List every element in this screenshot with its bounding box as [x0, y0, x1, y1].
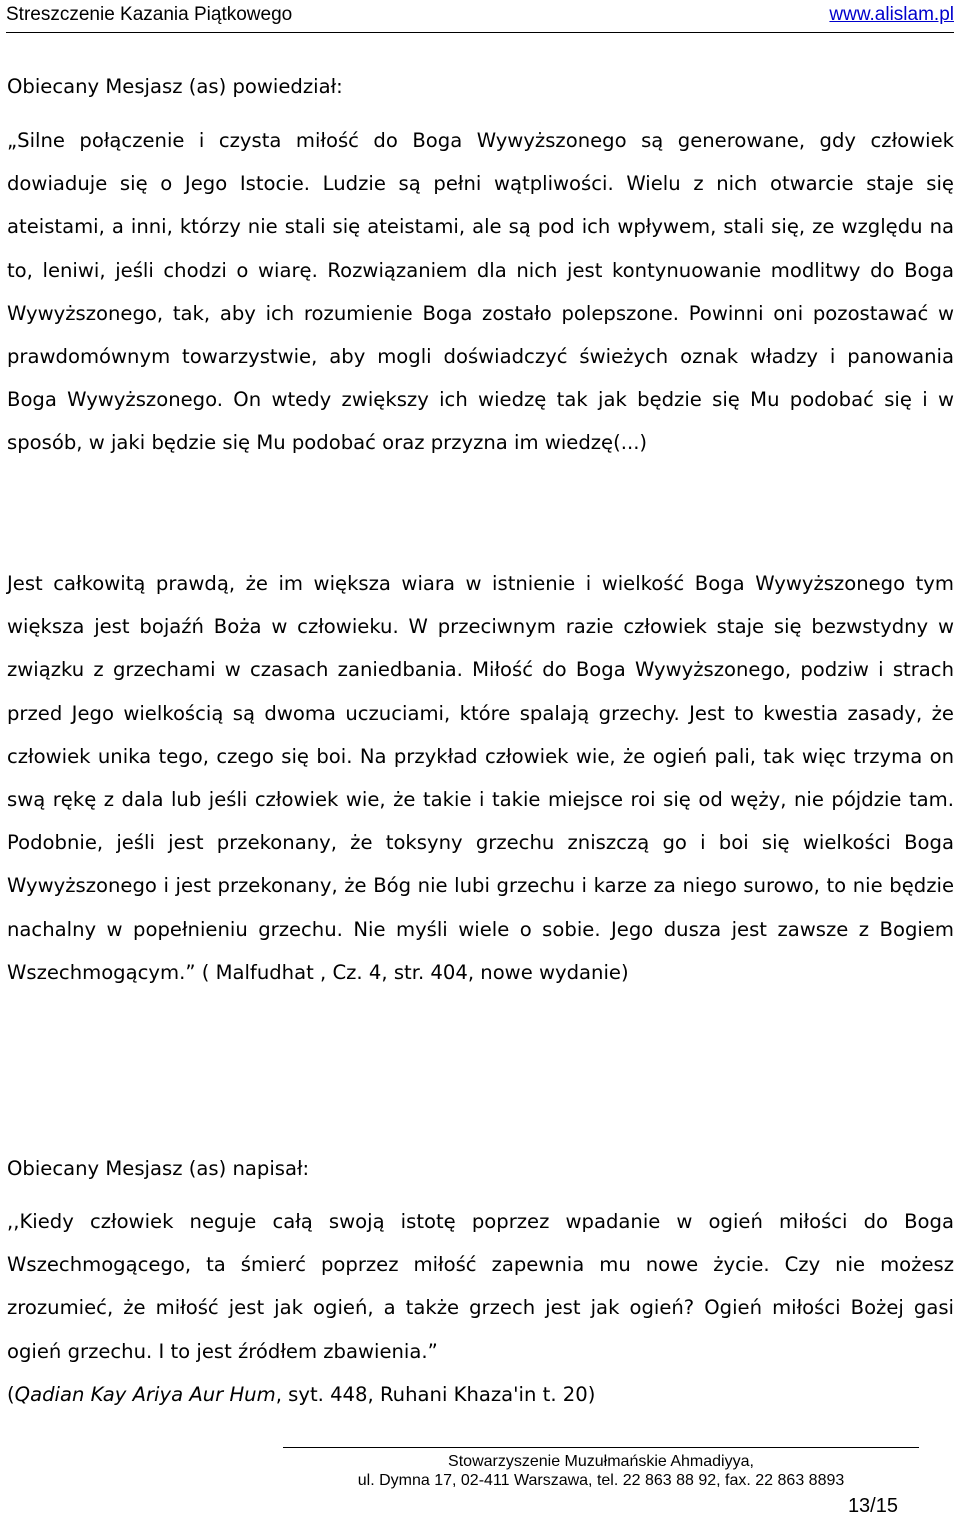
- footer-address: ul. Dymna 17, 02-411 Warszawa, tel. 22 863 88 92, fax. 22 863 8893: [357, 1472, 845, 1489]
- page-header: [6, 4, 954, 32]
- section2-quote-text: ,,Kiedy człowiek neguje całą swoją istotę poprzez wpadanie w ogień miłości do Boga Wszechmogącego, ta śmierć poprzez miłość zapewnia mu nowe życie. Czy nie możesz zrozumieć, że miłość jest jak ogień, a także grzech jest jak ogień? Ogień miłości Bożej gasi ogień grzechu. I to jest źródłem zbawienia.”: [7, 1210, 954, 1363]
- citation-open: (: [7, 1382, 15, 1406]
- page-number: 13/15: [847, 1495, 898, 1517]
- section1-quote: „Silne połączenie i czysta miłość do Boga Wywyższonego są generowane, gdy człowiek dowiaduje się o Jego Istocie. Ludzie są pełni wątpliwości. Wielu z nich otwarcie staje się ateistami, a inni, którzy nie stali się ateistami, ale są pod ich wpływem, stali się, ze względu na to, leniwi, jeśli chodzi o wiarę. Rozwiązaniem dla nich jest kontynuowanie modlitwy do Boga Wywyższonego, tak, aby ich rozumienie Boga zostało polepszone. Powinni oni pozostawać w prawdomównym towarzystwie, aby mogli doświadczyć świeżych oznak władzy i panowania Boga Wywyższonego. On wtedy zwiększy ich wiedzę tak jak będzie się Mu podobać się i w sposób, w jaki będzie się Mu podobać oraz przyzna im wiedzę(...): [7, 129, 954, 455]
- header-divider: [6, 32, 954, 33]
- header-website-link[interactable]: www.alislam.pl: [829, 4, 954, 25]
- section2-label: Obiecany Mesjasz (as) napisał:: [7, 1157, 310, 1180]
- section1-label: Obiecany Mesjasz (as) powiedział:: [7, 75, 343, 98]
- citation-details: , syt. 448, Ruhani Khaza'in t. 20): [275, 1382, 596, 1406]
- section2-quote: [7, 1200, 954, 1416]
- citation-title: Qadian Kay Ariya Aur Hum: [14, 1382, 276, 1406]
- section1-quote-continued: Jest całkowitą prawdą, że im większa wiara w istnienie i wielkość Boga Wywyższonego tym większa jest bojaźń Boża w człowieku. W przeciwnym razie człowiek staje się bezwstydny w związku z grzechami w czasach zaniedbania. Miłość do Boga Wywyższonego, podziw i strach przed Jego wielkością są dwoma uczuciami, które spalają grzechy. Jest to kwestia zasady, że człowiek unika tego, czego się boi. Na przykład człowiek wie, że ogień pali, tak więc trzyma on swą rękę z dala lub jeśli człowiek wie, że takie i takie miejsce roi się od węży, nie pójdzie tam. Podobnie, jeśli jest przekonany, że toksyny grzechu zniszczą go i boi się wielkości Boga Wywyższonego i jest przekonany, że Bóg nie lubi grzechu i karze za niego surowo, to nie będzie nachalny w popełnieniu grzechu. Nie myśli wiele o sobie. Jego dusza jest zawsze z Bogiem Wszechmogącym.” ( Malfudhat , Cz. 4, str. 404, nowe wydanie): [7, 572, 954, 984]
- footer-organization: Stowarzyszenie Muzułmańskie Ahmadiyya,: [448, 1453, 754, 1470]
- header-title: Streszczenie Kazania Piątkowego: [6, 4, 293, 25]
- footer-divider: [283, 1447, 919, 1448]
